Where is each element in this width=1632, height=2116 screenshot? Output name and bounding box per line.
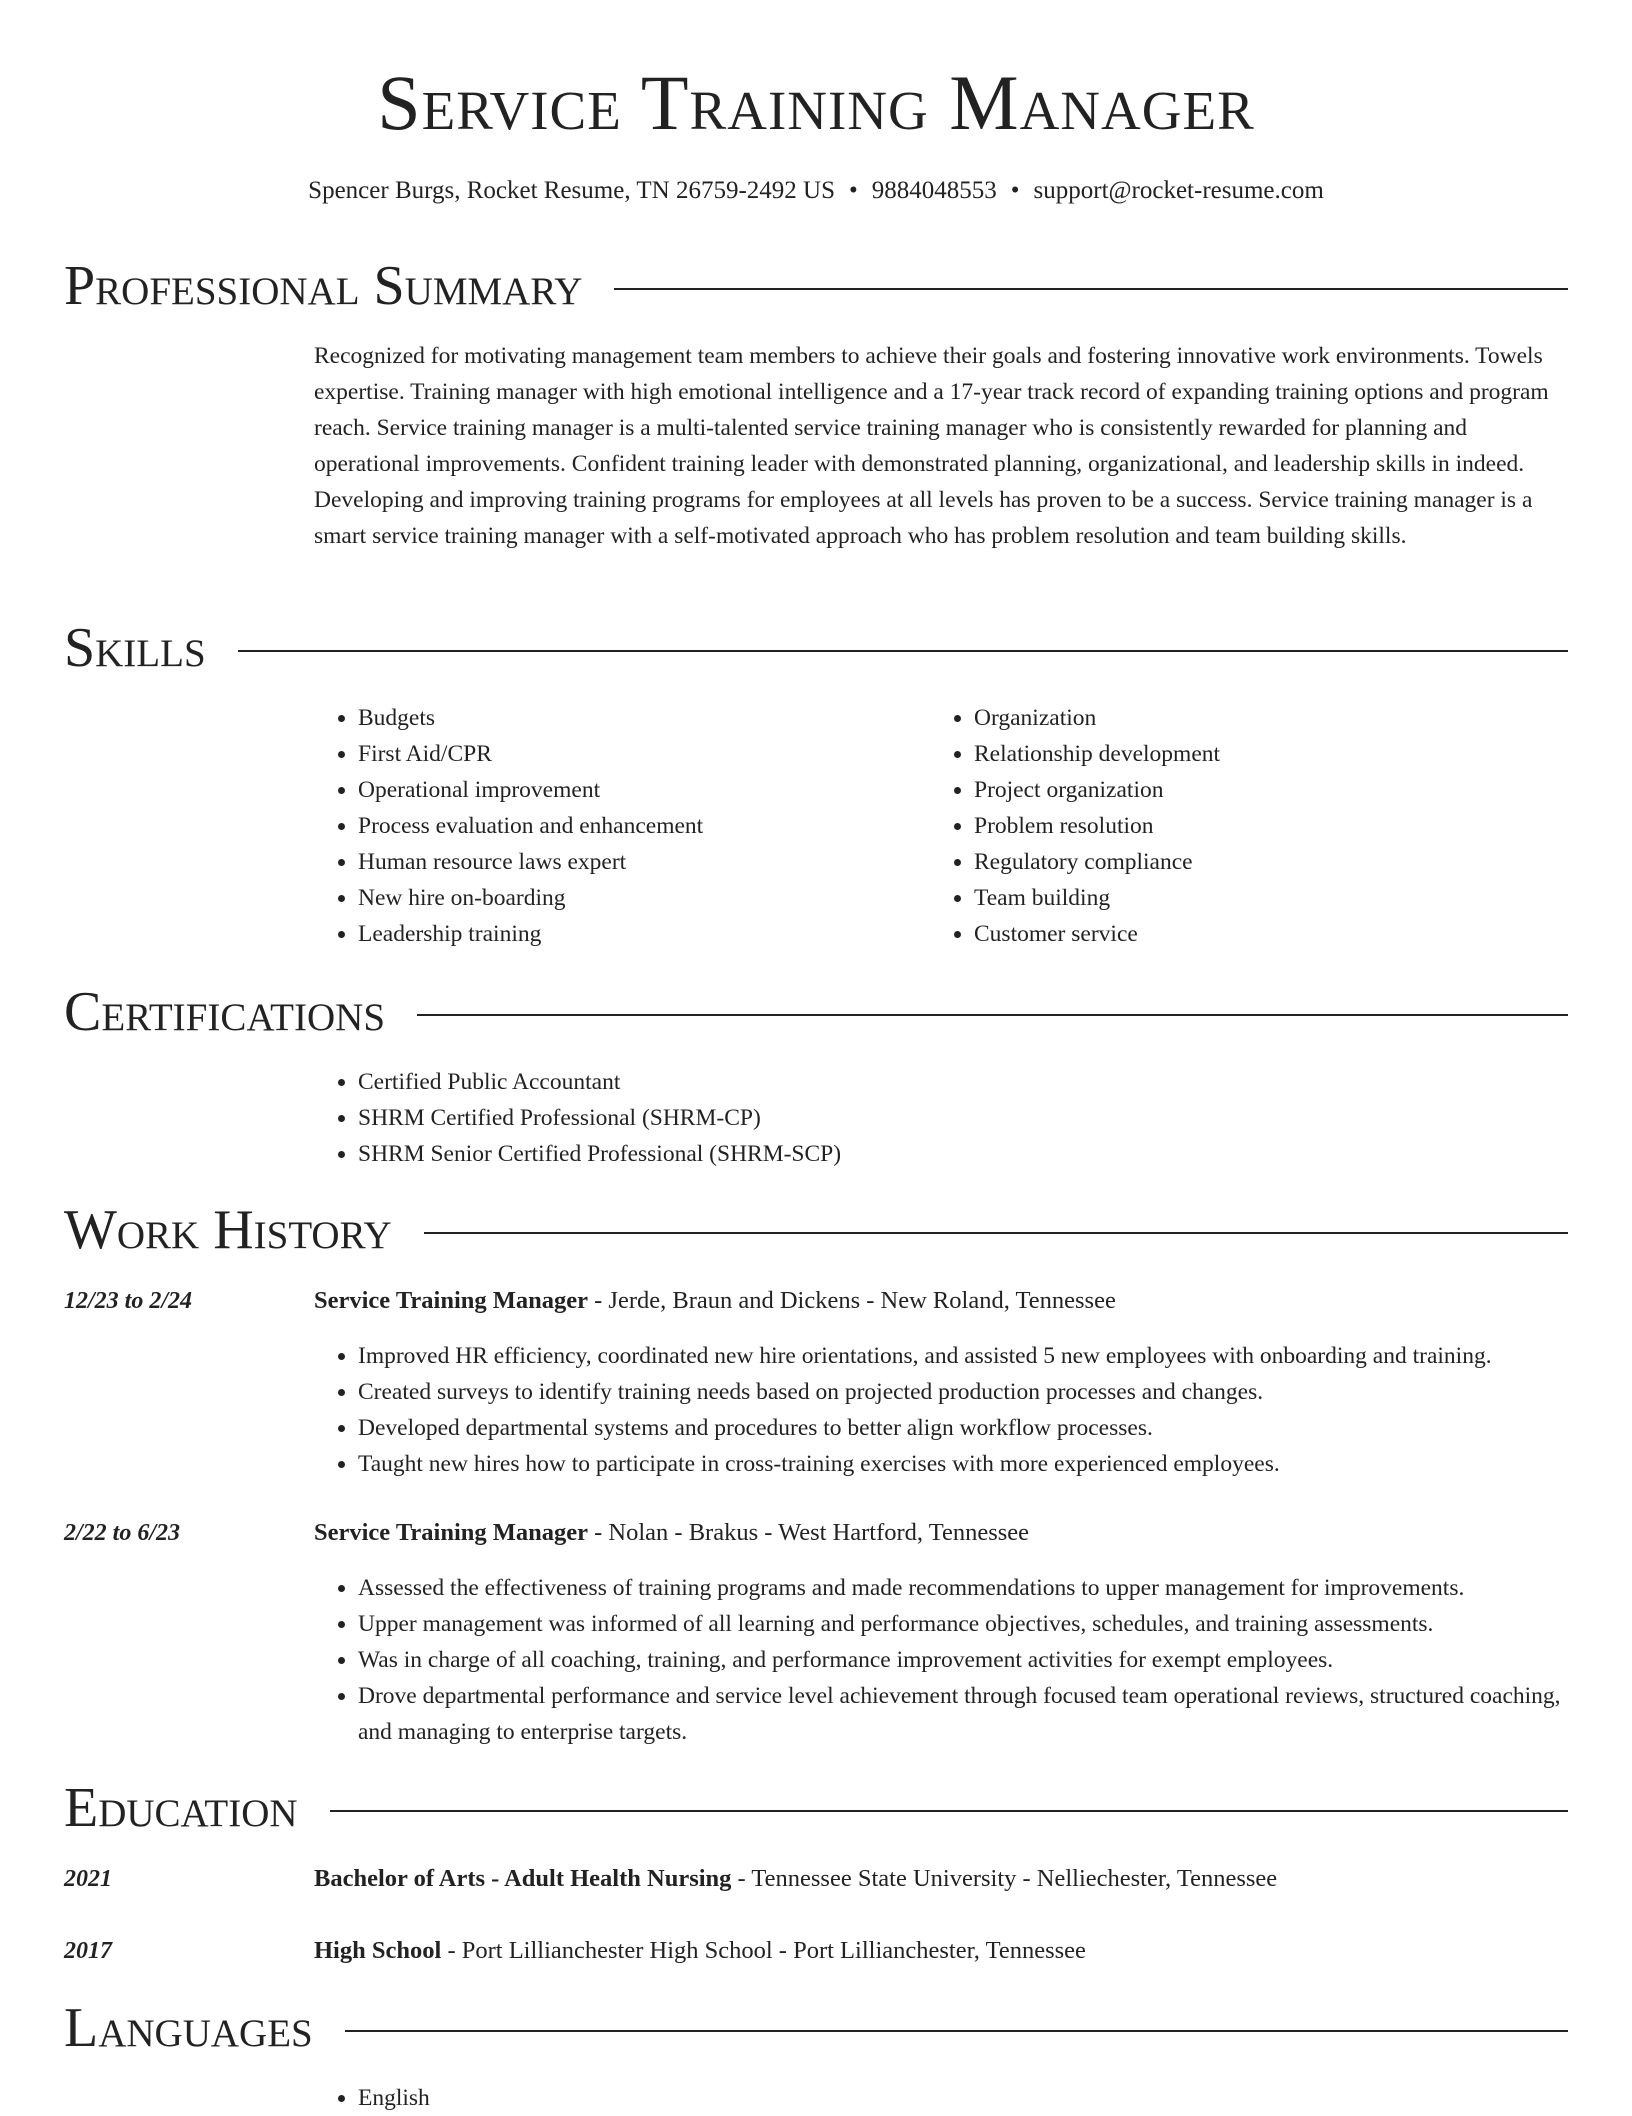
section-divider xyxy=(345,2030,1568,2032)
section-divider xyxy=(614,288,1568,290)
education-year: 2021 xyxy=(64,1866,112,1892)
contact-separator: • xyxy=(848,177,858,204)
school-location: - Port Lillianchester High School - Port Lillianchester, Tennessee xyxy=(441,1937,1086,1964)
skill-item: • Relationship development xyxy=(974,736,1550,772)
skill-item: • Human resource laws expert xyxy=(358,844,914,880)
education-entry xyxy=(314,1933,1574,1969)
section-work-history xyxy=(64,1198,1568,1262)
section-title: Professional Summary xyxy=(64,255,583,317)
degree: Bachelor of Arts - Adult Health Nursing xyxy=(314,1865,732,1892)
certification-item: • SHRM Senior Certified Professional (SHRM-SCP) xyxy=(358,1136,1568,1172)
work-bullet: • Improved HR efficiency, coordinated new hire orientations, and assisted 5 new employees with onboarding and training. xyxy=(358,1338,1574,1374)
skill-item: • Organization xyxy=(974,700,1550,736)
skill-item: • Project organization xyxy=(974,772,1550,808)
section-divider xyxy=(330,1810,1568,1812)
skills-column-left xyxy=(314,700,914,952)
work-bullet: • Assessed the effectiveness of training programs and made recommendations to upper management for improvements. xyxy=(358,1570,1574,1606)
contact-line xyxy=(0,174,1632,208)
skill-item: • Team building xyxy=(974,880,1550,916)
education-year: 2017 xyxy=(64,1938,112,1964)
job-title: Service Training Manager xyxy=(314,1287,588,1314)
skill-item: • Leadership training xyxy=(358,916,914,952)
job-employer-location: - Nolan - Brakus - West Hartford, Tennessee xyxy=(588,1519,1030,1546)
work-bullet: • Developed departmental systems and procedures to better align workflow processes. xyxy=(358,1410,1574,1446)
work-bullet: • Was in charge of all coaching, training, and performance improvement activities for exempt employees. xyxy=(358,1642,1574,1678)
section-professional-summary xyxy=(64,254,1568,318)
skill-item: • Problem resolution xyxy=(974,808,1550,844)
education-entry xyxy=(314,1861,1574,1897)
contact-phone: 9884048553 xyxy=(871,177,997,204)
skill-item: • First Aid/CPR xyxy=(358,736,914,772)
work-dates: 2/22 to 6/23 xyxy=(64,1520,181,1546)
certification-item: • SHRM Certified Professional (SHRM-CP) xyxy=(358,1100,1568,1136)
languages-list xyxy=(314,2080,1574,2116)
contact-address: Spencer Burgs, Rocket Resume, TN 26759-2492 US xyxy=(308,177,835,204)
work-bullets xyxy=(314,1570,1574,1750)
work-bullet: • Drove departmental performance and service level achievement through focused team operational reviews, structured coaching, and managing to enterprise targets. xyxy=(358,1678,1574,1750)
work-entry-heading xyxy=(314,1283,1574,1319)
degree: High School xyxy=(314,1937,442,1964)
job-employer-location: - Jerde, Braun and Dickens - New Roland, Tennessee xyxy=(588,1287,1116,1314)
section-skills xyxy=(64,616,1568,680)
section-title: Skills xyxy=(64,617,206,679)
summary-text: Recognized for motivating management team members to achieve their goals and fostering innovative work environments. Towels expertise. Training manager with high emotional intelligence and a 17-year track record of expanding training options and program reach. Service training manager is a multi-talented service training manager who is consistently rewarded for planning and operational improvements. Confident training leader with demonstrated planning, organizational, and leadership skills in indeed. Developing and improving training programs for employees at all levels has proven to be a success. Service training manager is a smart service training manager with a self-motivated approach who has problem resolution and team building skills. xyxy=(314,343,1549,549)
job-title: Service Training Manager xyxy=(314,1519,588,1546)
skill-item: • Customer service xyxy=(974,916,1550,952)
work-dates: 12/23 to 2/24 xyxy=(64,1288,193,1314)
section-languages xyxy=(64,1996,1568,2060)
skills-column-right xyxy=(930,700,1550,952)
school-location: - Tennessee State University - Nelliechester, Tennessee xyxy=(731,1865,1278,1892)
certification-item: • Certified Public Accountant xyxy=(358,1064,1568,1100)
section-divider xyxy=(238,650,1568,652)
work-bullet: • Upper management was informed of all learning and performance objectives, schedules, and training assessments. xyxy=(358,1606,1574,1642)
skill-item: • Process evaluation and enhancement xyxy=(358,808,914,844)
section-title: Education xyxy=(64,1777,298,1839)
contact-email[interactable]: support@rocket-resume.com xyxy=(1033,177,1324,204)
work-bullet: • Taught new hires how to participate in cross-training exercises with more experienced employees. xyxy=(358,1446,1574,1482)
skill-item: • New hire on-boarding xyxy=(358,880,914,916)
section-education xyxy=(64,1776,1568,1840)
language-item: • English xyxy=(358,2080,1574,2116)
section-title: Work History xyxy=(64,1199,392,1261)
section-title: Certifications xyxy=(64,981,386,1043)
contact-separator: • xyxy=(1010,177,1020,204)
skill-item: • Operational improvement xyxy=(358,772,914,808)
section-divider xyxy=(424,1232,1568,1234)
work-entry-heading xyxy=(314,1515,1574,1551)
work-bullets xyxy=(314,1338,1574,1482)
section-certifications xyxy=(64,980,1568,1044)
certifications-list xyxy=(314,1064,1568,1172)
work-bullet: • Created surveys to identify training needs based on projected production processes and changes. xyxy=(358,1374,1574,1410)
section-title: Languages xyxy=(64,1997,313,2059)
section-divider xyxy=(417,1014,1568,1016)
skill-item: • Regulatory compliance xyxy=(974,844,1550,880)
resume-title: Service Training Manager xyxy=(377,59,1255,146)
skill-item: • Budgets xyxy=(358,700,914,736)
